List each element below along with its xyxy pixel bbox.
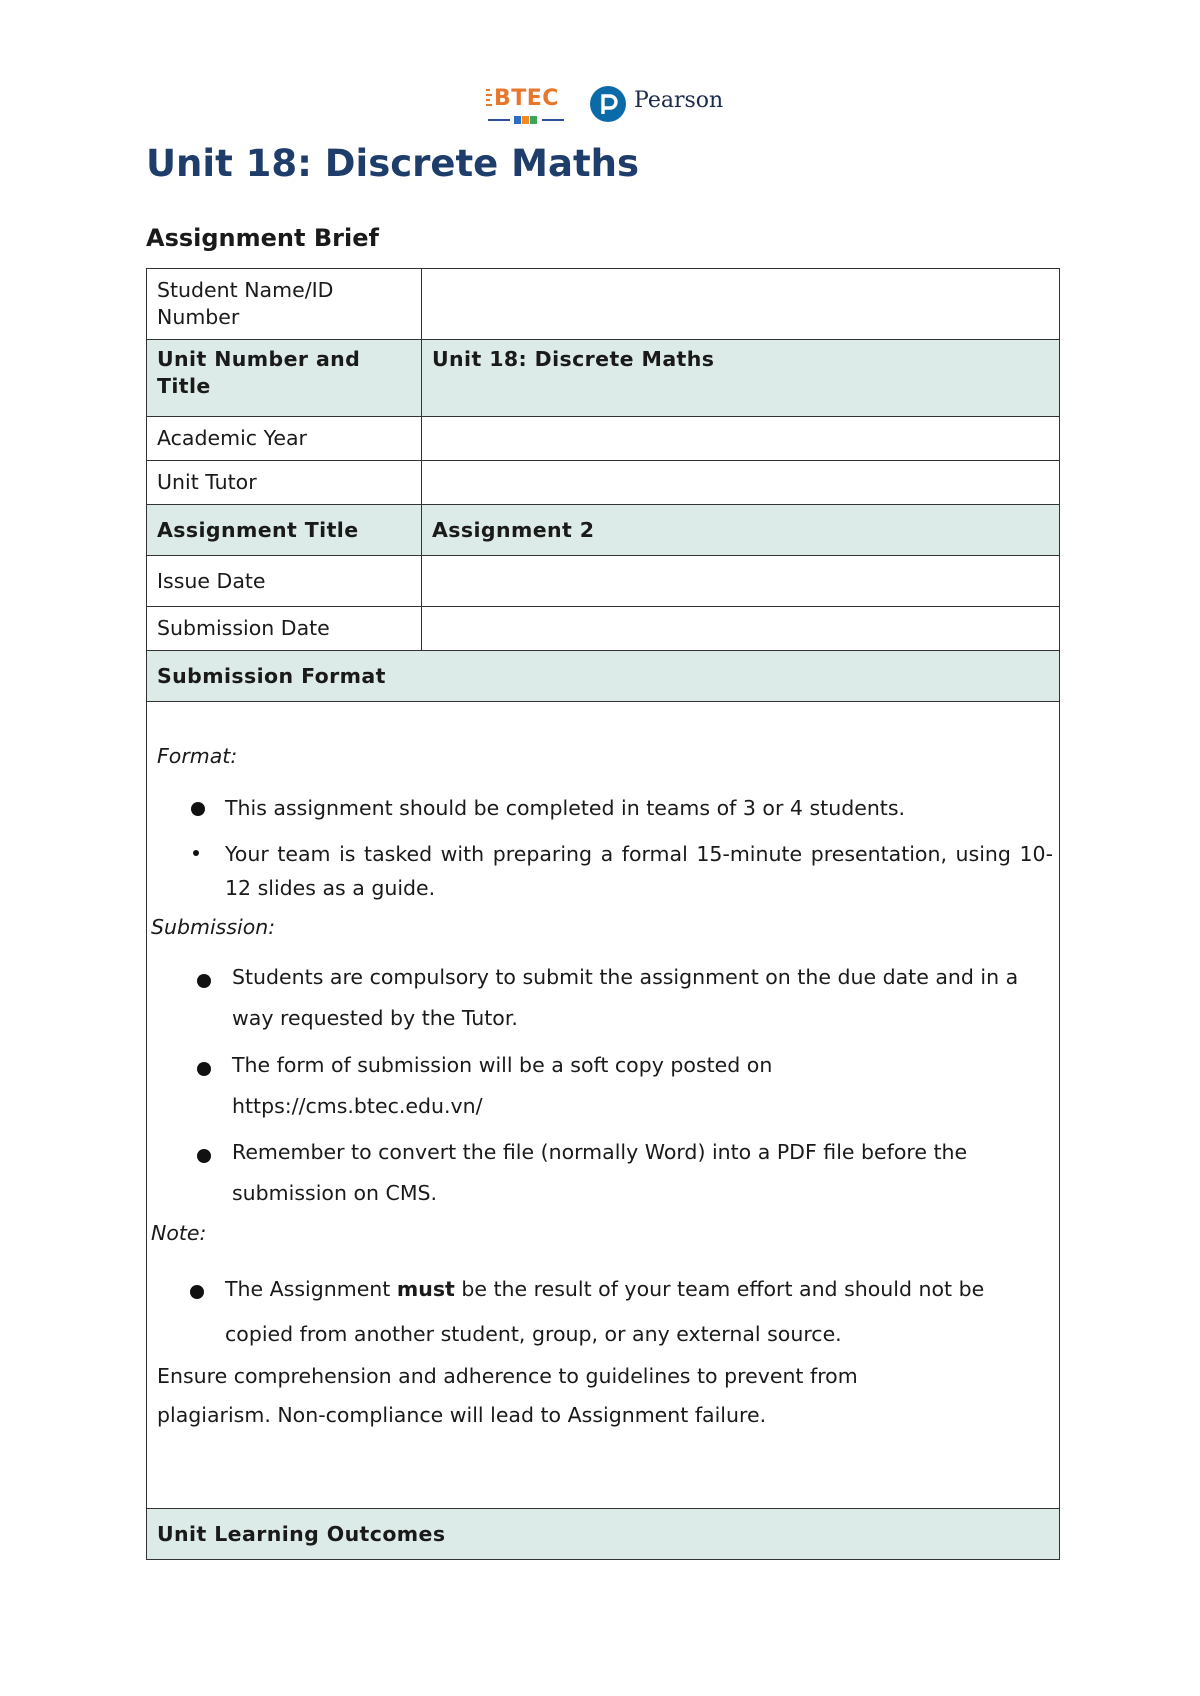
- table-row: [147, 417, 1060, 461]
- table-row: [147, 340, 1060, 417]
- note-text: The Assignment: [225, 1277, 397, 1301]
- pearson-logo-text: Pearson: [634, 88, 724, 113]
- assignment-brief-table: [146, 268, 1060, 1560]
- bullet-icon: [197, 1062, 211, 1076]
- fpt-strap-icon: [488, 116, 564, 124]
- table-row: [147, 1509, 1060, 1560]
- row-label: Submission Date: [147, 607, 422, 651]
- submission-format-content: [147, 702, 1060, 1509]
- bullet-icon: [197, 974, 211, 988]
- learning-outcomes-heading: Unit Learning Outcomes: [147, 1509, 1060, 1560]
- row-value: [422, 607, 1060, 651]
- bullet-icon: [190, 1285, 204, 1299]
- row-label: Academic Year: [147, 417, 422, 461]
- row-value: [422, 417, 1060, 461]
- row-value: Assignment 2: [422, 505, 1060, 556]
- submission-item: The form of submission will be a soft copy posted on https://cms.btec.edu.vn/: [232, 1053, 773, 1118]
- row-label: Issue Date: [147, 556, 422, 607]
- note-emphasis: must: [396, 1277, 455, 1301]
- note-text: be the result of your team effort and should not be copied from another student, group, or any external source.: [225, 1277, 985, 1346]
- row-label: Assignment Title: [147, 505, 422, 556]
- btec-logo-text: BTEC: [494, 86, 559, 111]
- btec-logo: [486, 86, 566, 128]
- page-title: Unit 18: Discrete Maths: [146, 142, 639, 185]
- note-paragraph: Ensure comprehension and adherence to guidelines to prevent from plagiarism. Non-compliance will lead to Assignment failure.: [157, 1364, 858, 1427]
- format-item: This assignment should be completed in teams of 3 or 4 students.: [225, 796, 906, 820]
- row-label: Unit Number and Title: [147, 340, 422, 417]
- note-item: [225, 1267, 1045, 1357]
- table-row: [147, 702, 1060, 1509]
- table-row: [147, 461, 1060, 505]
- submission-item: Remember to convert the file (normally Word) into a PDF file before the submission on CMS.: [232, 1140, 968, 1205]
- bullet-icon: [191, 802, 205, 816]
- row-value: [422, 269, 1060, 340]
- row-value: [422, 461, 1060, 505]
- pearson-mark-icon: [590, 86, 626, 122]
- table-row: [147, 505, 1060, 556]
- submission-label: Submission:: [151, 915, 276, 939]
- submission-item: Students are compulsory to submit the assignment on the due date and in a way requested by the Tutor.: [232, 965, 1019, 1030]
- row-label: Student Name/ID Number: [147, 269, 422, 340]
- row-value: Unit 18: Discrete Maths: [422, 340, 1060, 417]
- table-row: [147, 269, 1060, 340]
- header-logos: [486, 84, 726, 130]
- table-row: [147, 556, 1060, 607]
- table-row: [147, 607, 1060, 651]
- format-item: Your team is tasked with preparing a formal 15-minute presentation, using 10-12 slides as a guide.: [225, 842, 1053, 900]
- bullet-icon: [197, 1149, 211, 1163]
- format-label: Format:: [157, 744, 238, 768]
- section-title: Assignment Brief: [146, 224, 379, 252]
- table-row: [147, 651, 1060, 702]
- row-label: Unit Tutor: [147, 461, 422, 505]
- row-value: [422, 556, 1060, 607]
- bullet-icon: [193, 850, 199, 856]
- note-label: Note:: [151, 1221, 207, 1245]
- submission-format-heading: Submission Format: [147, 651, 1060, 702]
